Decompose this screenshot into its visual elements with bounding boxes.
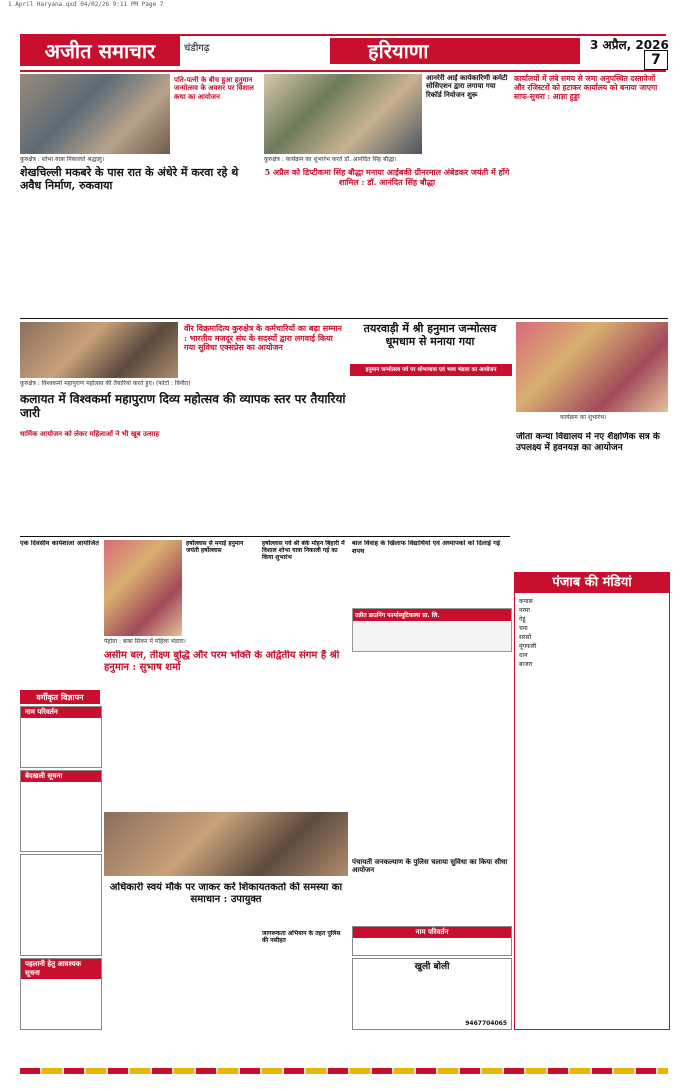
newspaper-logo: अजीत समाचार	[20, 36, 180, 66]
headline: जीता कन्या विद्यालय में नए शैक्षणिक सत्र के उपलक्ष्य में हवनयज्ञ का आयोजन	[516, 432, 660, 453]
headline: हर्षोल्लास पर्व श्री बंके मोहन बिहारी में विशाल शोभा यात्रा निकाली गई का किया शुभारंभ	[262, 540, 345, 562]
edition-city: चंडीगढ़	[184, 43, 210, 54]
mandi-row: धान	[519, 652, 528, 659]
article-photo	[264, 74, 422, 154]
mandi-row: सरसों	[519, 634, 532, 641]
article-body	[262, 210, 512, 310]
headline: अधिकारी स्वयं मौके पर जाकर करें शिकायतकर्ता की समस्या का समाधान : उपायुक्त	[109, 882, 343, 905]
subheadline: हनुमान जन्मोत्सव पर्व पर शोभायात्रा एवं भव्य भंडारा का आयोजन	[350, 364, 512, 376]
ad-title: उन्नीत डाउनिंग फार्मास्यूटिकल्स प्रा. लि.	[353, 609, 511, 621]
article-body	[104, 692, 348, 808]
article-photo	[20, 74, 170, 154]
mandi-row: नरमा	[519, 607, 530, 614]
contact-phone: 9467704065	[465, 1020, 507, 1027]
headline: आनरेरी आई कार्यकारिणी कमेटी सोसिएशन द्वारा लगाया गया रिकॉर्ड नियोजन शुरू	[426, 74, 508, 99]
article-body	[186, 566, 258, 636]
classified-heading: पहलानी हेतु आवश्यक सूचना	[21, 959, 101, 979]
classified-heading: बेदखली सूचना	[21, 771, 101, 782]
classified-heading: नाम परिवर्तन	[21, 707, 101, 718]
classified-ad	[20, 854, 102, 956]
headline: तयरवाड़ी में श्री हनुमान जन्मोत्सव धूमधाम से मनाया गया	[363, 322, 497, 349]
photo-caption: कुरुक्षेत्र : कार्यक्रम का शुभारंभ करते डॉ. आनंदित सिंह बौद्धा।	[264, 156, 397, 163]
classified-ad	[20, 706, 102, 768]
article-body	[426, 126, 510, 210]
mandi-title: पंजाब की मंडियां	[515, 573, 669, 593]
mandi-row: गेहूं	[519, 616, 526, 623]
headline: पति-पत्नी के बीच हुआ हनुमान जन्मोत्सव के अवसर पर विशाल कथा का आयोजन	[174, 76, 254, 101]
headline: कलायत में विश्वकर्मा महापुराण दिव्य महोत्सव की व्यापक स्तर पर तैयारियां जारी	[20, 392, 346, 421]
article-photo	[20, 322, 178, 378]
headline: एक दिवसीय कार्यशाला आयोजित	[20, 540, 99, 547]
open-bid-notice	[352, 958, 512, 1030]
divider	[20, 318, 668, 319]
headline: शेखचिल्ली मकबरे के पास रात के अंधेरे में करवा रहे थे अवैध निर्माण, रुकवाया	[20, 166, 239, 193]
article-body	[352, 884, 510, 924]
photo-caption: कुरुक्षेत्र : शोभा यात्रा निकालते श्रद्धालु।	[20, 156, 105, 163]
headline: 5 अप्रैल को डिप्टीकमा सिंह बौद्धा मनाया आईबकी ग्रीनरमाल अंबेडकर जयंती में होंगे शामिल : डॉ. आनंदित सिंह बौद्धा	[264, 168, 510, 187]
headline: वीर विक्रमादित्य कुरुक्षेत्र के कर्मचारियों का बढ़ा सम्मान : भारतीय मजदूर संघ के सदस्यों द्वारा लगवाई किया गया सुविधा एक्सप्रेस का आयोजन	[184, 324, 342, 353]
photo-caption: कुरुक्षेत्र : विश्वकर्मा महापुराण महोत्सव की तैयारियां करते हुए। (फोटो : विनीत)	[20, 380, 191, 387]
classified-heading: नाम परिवर्तन	[353, 927, 511, 938]
print-slug: 1 April Haryana.qxd 04/02/26 9:11 PM Page 7	[8, 1, 164, 8]
article-body	[350, 380, 512, 520]
divider	[20, 536, 510, 537]
mandi-row: बाजरा	[519, 661, 533, 668]
article-body	[516, 476, 668, 566]
classified-ad	[352, 926, 512, 956]
headline: पंचायती जनकल्याण के पुलिस चलाया सुविधा का किया सीधा आयोजन	[352, 858, 508, 875]
photo-caption: कार्यक्रम का शुभारंभ।	[560, 414, 607, 421]
section-title: हरियाणा	[330, 38, 580, 64]
article-photo	[104, 812, 348, 876]
article-body	[262, 566, 348, 646]
photo-caption: पेहोवा : बाबा सिकर में महिला भंडारा।	[104, 638, 186, 645]
article-photo	[516, 322, 668, 412]
ad-box	[352, 608, 512, 652]
page-number: 7	[644, 50, 668, 70]
headline: हर्षोल्लास से मनाई हनुमान जयंती हर्षोल्लास	[186, 540, 244, 555]
headline: बाल विवाह के खिलाफ विद्यार्थियों एवं अध्यापकों को दिलाई गई शपथ	[352, 540, 501, 554]
classified-ad	[20, 770, 102, 852]
article-body	[20, 446, 346, 532]
mandi-rates-box	[514, 572, 670, 1030]
headline: जागरूकता अभियान के तहत पुलिस की नसीहत	[262, 930, 341, 945]
article-photo	[104, 540, 182, 636]
issue-date: 3 अप्रैल, 2026	[590, 38, 669, 52]
article-body	[352, 556, 510, 606]
article-body	[20, 562, 100, 616]
mandi-row: कपास	[519, 598, 533, 605]
classifieds-title: वर्गीकृत विज्ञापन	[20, 690, 100, 704]
printer-color-strip	[20, 1068, 668, 1074]
mandi-row: मूंगफली	[519, 643, 537, 650]
headline: कार्यालयों में लंबे समय से जमा अनुपस्थित दस्तावेजों और रजिस्टरों को हटाकर कार्यालय को बनाया जाएगा साफ-सुथरा : आज्ञा हुड्डा	[514, 74, 658, 101]
article-body	[514, 122, 668, 308]
subheadline: धार्मिक आयोजन को लेकर महिलाओं ने भी खूब उत्साह	[20, 430, 160, 438]
classified-ad	[20, 958, 102, 1030]
classified-heading: खुली बोली	[414, 962, 450, 972]
headline: असीम बल, तीक्ष्ण बुद्धि और परम भक्ति के अद्वितीय संगम हैं श्री हनुमान : सुभाष शर्मा	[104, 650, 340, 673]
article-body	[20, 200, 258, 310]
mandi-row: चना	[519, 625, 528, 632]
article-body	[352, 654, 510, 854]
